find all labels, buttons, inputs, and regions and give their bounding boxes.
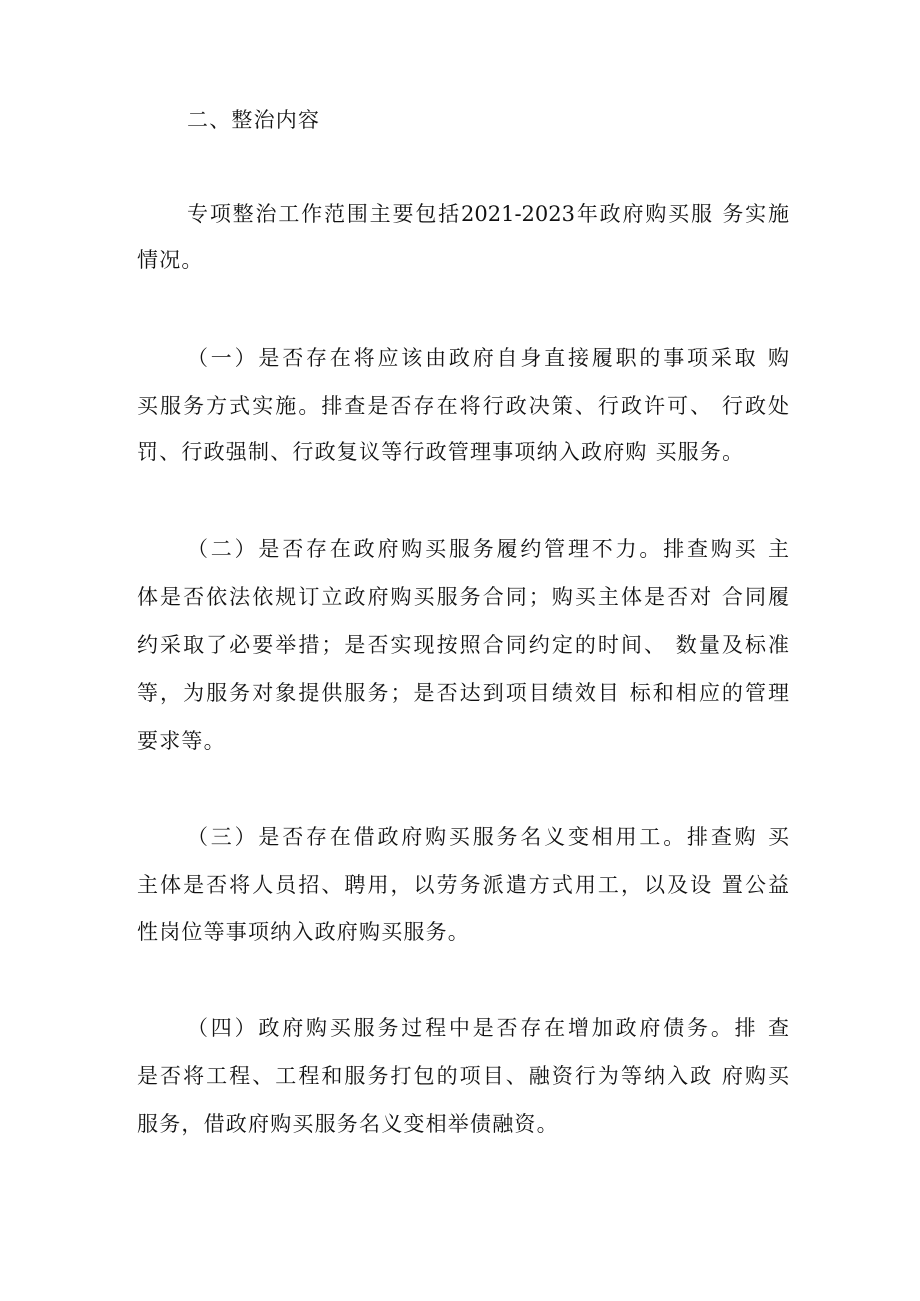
section-heading: 二、整治内容 xyxy=(187,108,321,132)
paragraph-line: （一）是否存在将应该由政府自身直接履职的事项采取 购 xyxy=(187,346,789,370)
paragraph-line: 是否将工程、工程和服务打包的项目、融资行为等纳入政 府购买 xyxy=(137,1064,789,1088)
paragraph-line: 罚、行政强制、行政复议等行政管理事项纳入政府购 买服务。 xyxy=(137,440,745,464)
paragraph-line: 约采取了必要举措；是否实现按照合同约定的时间、 数量及标准 xyxy=(137,633,789,657)
paragraph-line: 要求等。 xyxy=(137,729,226,753)
paragraph-line: 买服务方式实施。排查是否存在将行政决策、行政许可、 行政处 xyxy=(137,394,789,418)
paragraph-line: 主体是否将人员招、聘用，以劳务派遣方式用工，以及设 置公益 xyxy=(137,873,789,897)
paragraph-line: 服务，借政府购买服务名义变相举债融资。 xyxy=(137,1112,559,1136)
paragraph-line: （四）政府购买服务过程中是否存在增加政府债务。排 查 xyxy=(187,1016,789,1040)
paragraph-line: （二）是否存在政府购买服务履约管理不力。排查购买 主 xyxy=(187,537,789,561)
paragraph-line: 专项整治工作范围主要包括2021-2023年政府购买服 务实施 xyxy=(187,202,789,226)
paragraph-line: 情况。 xyxy=(137,248,204,272)
paragraph-line: 等，为服务对象提供服务；是否达到项目绩效目 标和相应的管理 xyxy=(137,681,789,705)
paragraph-line: 性岗位等事项纳入政府购买服务。 xyxy=(137,920,470,944)
paragraph-line: 体是否依法依规订立政府购买服务合同；购买主体是否对 合同履 xyxy=(137,585,789,609)
paragraph-line: （三）是否存在借政府购买服务名义变相用工。排查购 买 xyxy=(187,825,789,849)
